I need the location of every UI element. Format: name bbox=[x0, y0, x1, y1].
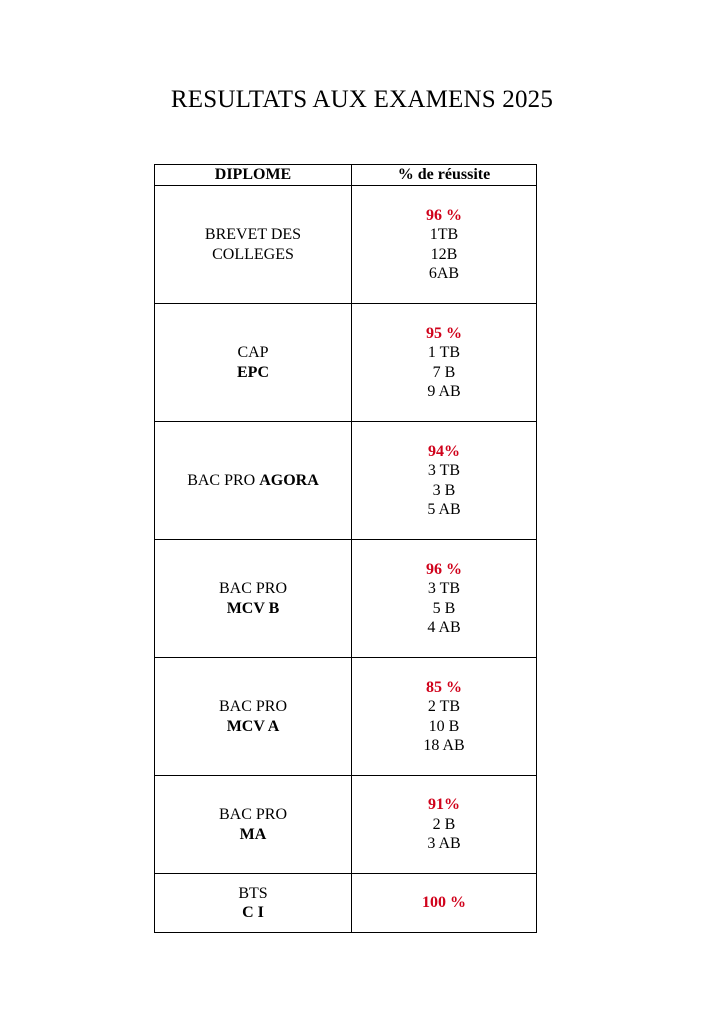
rate-cell bbox=[352, 186, 537, 304]
table-row bbox=[155, 776, 537, 874]
success-rate: 91% bbox=[428, 796, 460, 814]
table-row bbox=[155, 304, 537, 422]
table-row bbox=[155, 186, 537, 304]
mention-tb: 1TB bbox=[429, 226, 459, 243]
success-rate: 96 % bbox=[426, 560, 462, 578]
mention-b: 10 B bbox=[428, 717, 460, 735]
page-title: RESULTATS AUX EXAMENS 2025 bbox=[170, 86, 554, 113]
success-rate: 95 % bbox=[426, 324, 462, 342]
diploma-specialty: MCV A bbox=[226, 717, 280, 735]
rate-cell bbox=[352, 540, 537, 658]
mention-b: 5 B bbox=[432, 599, 456, 617]
header-rate: % de réussite bbox=[352, 165, 537, 186]
diploma-cell bbox=[155, 186, 352, 304]
mention-b: 2 B bbox=[432, 815, 456, 833]
diploma-cell bbox=[155, 422, 352, 540]
results-table bbox=[154, 164, 537, 933]
diploma-specialty: EPC bbox=[237, 363, 269, 381]
diploma-name: BAC PRO bbox=[218, 806, 288, 823]
mention-tb: 3 TB bbox=[427, 580, 461, 597]
rate-cell bbox=[352, 776, 537, 874]
diploma-cell bbox=[155, 874, 352, 933]
diploma-specialty: C I bbox=[242, 904, 264, 921]
mention-b: 12B bbox=[430, 245, 458, 263]
mention-b: 3 B bbox=[432, 481, 456, 499]
header-diploma: DIPLOME bbox=[155, 165, 352, 186]
rate-cell bbox=[352, 304, 537, 422]
mention-tb: 2 TB bbox=[427, 698, 461, 715]
diploma-name: BREVET DES bbox=[204, 226, 302, 243]
table-row bbox=[155, 540, 537, 658]
rate-cell bbox=[352, 874, 537, 933]
diploma-name: BTS bbox=[238, 884, 268, 902]
diploma-specialty: MCV B bbox=[226, 599, 280, 617]
diploma-cell bbox=[155, 304, 352, 422]
table-row bbox=[155, 658, 537, 776]
diploma-name: BAC PRO bbox=[218, 698, 288, 715]
diploma-specialty: MA bbox=[239, 825, 267, 843]
mention-b: 7 B bbox=[432, 363, 456, 381]
table-row bbox=[155, 874, 537, 933]
rate-cell bbox=[352, 422, 537, 540]
mention-ab: 9 AB bbox=[427, 383, 461, 400]
diploma-name-line2: COLLEGES bbox=[212, 245, 294, 263]
diploma-name: BAC PRO bbox=[187, 471, 260, 489]
success-rate: 85 % bbox=[426, 678, 462, 696]
mention-tb: 1 TB bbox=[427, 344, 461, 361]
mention-ab: 4 AB bbox=[427, 619, 461, 636]
mention-ab: 5 AB bbox=[427, 501, 461, 518]
mention-ab: 18 AB bbox=[423, 737, 465, 754]
table-row bbox=[155, 422, 537, 540]
success-rate: 96 % bbox=[426, 206, 462, 224]
diploma-name: BAC PRO bbox=[218, 580, 288, 597]
diploma-name: CAP bbox=[237, 344, 269, 361]
diploma-cell bbox=[155, 776, 352, 874]
success-rate: 100 % bbox=[422, 894, 466, 912]
diploma-specialty: AGORA bbox=[259, 471, 319, 489]
table-header-row bbox=[155, 165, 537, 186]
diploma-cell bbox=[155, 540, 352, 658]
diploma-cell bbox=[155, 658, 352, 776]
mention-tb: 3 TB bbox=[427, 462, 461, 479]
mention-ab: 6AB bbox=[428, 265, 460, 282]
rate-cell bbox=[352, 658, 537, 776]
mention-ab: 3 AB bbox=[427, 835, 461, 853]
success-rate: 94% bbox=[428, 442, 460, 460]
